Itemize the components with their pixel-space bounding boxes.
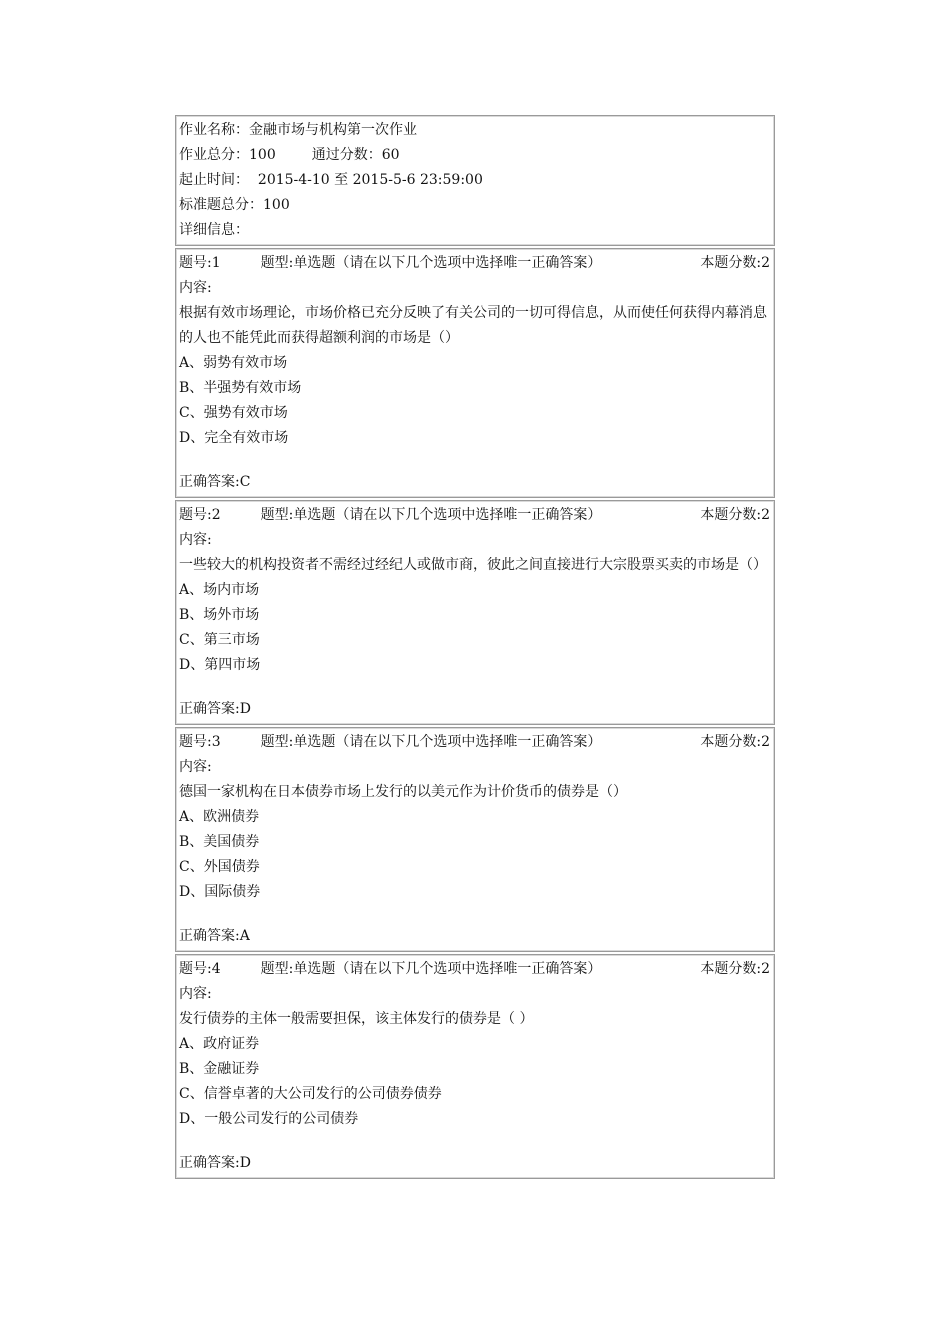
question-stem: 发行债券的主体一般需要担保，该主体发行的债券是（ ）: [179, 1011, 534, 1027]
question-number: 题号:1: [179, 255, 221, 271]
option-c: C、信誉卓著的大公司发行的公司债券债券: [179, 1086, 442, 1102]
question-type: 题型:单选题（请在以下几个选项中选择唯一正确答案）: [260, 507, 602, 523]
option-b: B、场外市场: [179, 607, 260, 623]
option-b: B、半强势有效市场: [179, 380, 302, 396]
time-range-value: 2015-4-10 至 2015-5-6 23:59:00: [257, 172, 483, 188]
assignment-name-label: 作业名称：: [179, 122, 249, 138]
time-range-label: 起止时间：: [179, 172, 249, 188]
question-card: [175, 500, 775, 725]
option-c: C、第三市场: [179, 632, 260, 648]
assignment-info-panel: [175, 115, 775, 246]
assignment-name-value: 金融市场与机构第一次作业: [249, 122, 417, 138]
standard-score-label: 标准题总分：: [179, 197, 263, 213]
standard-score-row: [179, 193, 770, 218]
correct-answer: 正确答案:D: [179, 701, 251, 717]
question-card: [175, 727, 775, 952]
option-d: D、第四市场: [179, 657, 261, 673]
content-label: 内容:: [179, 280, 212, 296]
correct-answer: 正确答案:A: [179, 928, 250, 944]
question-stem: 德国一家机构在日本债券市场上发行的以美元作为计价货币的债券是（）: [179, 784, 627, 800]
question-header: [179, 251, 770, 276]
option-b: B、美国债券: [179, 834, 260, 850]
option-b: B、金融证券: [179, 1061, 260, 1077]
question-stem: 根据有效市场理论，市场价格已充分反映了有关公司的一切可得信息，从而使任何获得内幕消息的人也不能凭此而获得超额利润的市场是（）: [179, 305, 767, 346]
score-row: [179, 143, 770, 168]
question-header: [179, 503, 770, 528]
content-label: 内容:: [179, 986, 212, 1002]
option-a: A、政府证券: [179, 1036, 260, 1052]
question-score: 本题分数:2: [700, 734, 770, 750]
option-c: C、外国债券: [179, 859, 260, 875]
question-number: 题号:4: [179, 961, 221, 977]
question-card: [175, 954, 775, 1179]
question-score: 本题分数:2: [700, 255, 770, 271]
question-header: [179, 957, 770, 982]
pass-score-value: 60: [381, 147, 400, 163]
option-d: D、国际债券: [179, 884, 261, 900]
time-range-row: [179, 168, 770, 193]
question-type: 题型:单选题（请在以下几个选项中选择唯一正确答案）: [260, 255, 602, 271]
pass-score-label: 通过分数：: [311, 147, 382, 163]
option-a: A、欧洲债券: [179, 809, 260, 825]
question-number: 题号:3: [179, 734, 221, 750]
option-c: C、强势有效市场: [179, 405, 288, 421]
question-stem: 一些较大的机构投资者不需经过经纪人或做市商，彼此之间直接进行大宗股票买卖的市场是（）: [179, 557, 767, 573]
option-a: A、场内市场: [179, 582, 260, 598]
total-score-value: 100: [249, 147, 276, 163]
total-score-label: 作业总分：: [179, 147, 249, 163]
question-header: [179, 730, 770, 755]
option-d: D、完全有效市场: [179, 430, 289, 446]
option-d: D、一般公司发行的公司债券: [179, 1111, 359, 1127]
correct-answer: 正确答案:D: [179, 1155, 251, 1171]
standard-score-value: 100: [263, 197, 290, 213]
question-number: 题号:2: [179, 507, 221, 523]
question-type: 题型:单选题（请在以下几个选项中选择唯一正确答案）: [260, 734, 602, 750]
content-label: 内容:: [179, 532, 212, 548]
question-score: 本题分数:2: [700, 507, 770, 523]
correct-answer: 正确答案:C: [179, 474, 251, 490]
question-score: 本题分数:2: [700, 961, 770, 977]
assignment-sheet: [175, 115, 775, 1181]
assignment-name-row: [179, 118, 770, 143]
content-label: 内容:: [179, 759, 212, 775]
question-type: 题型:单选题（请在以下几个选项中选择唯一正确答案）: [260, 961, 602, 977]
detail-info-label: 详细信息：: [179, 222, 249, 238]
question-card: [175, 248, 775, 498]
option-a: A、弱势有效市场: [179, 355, 288, 371]
